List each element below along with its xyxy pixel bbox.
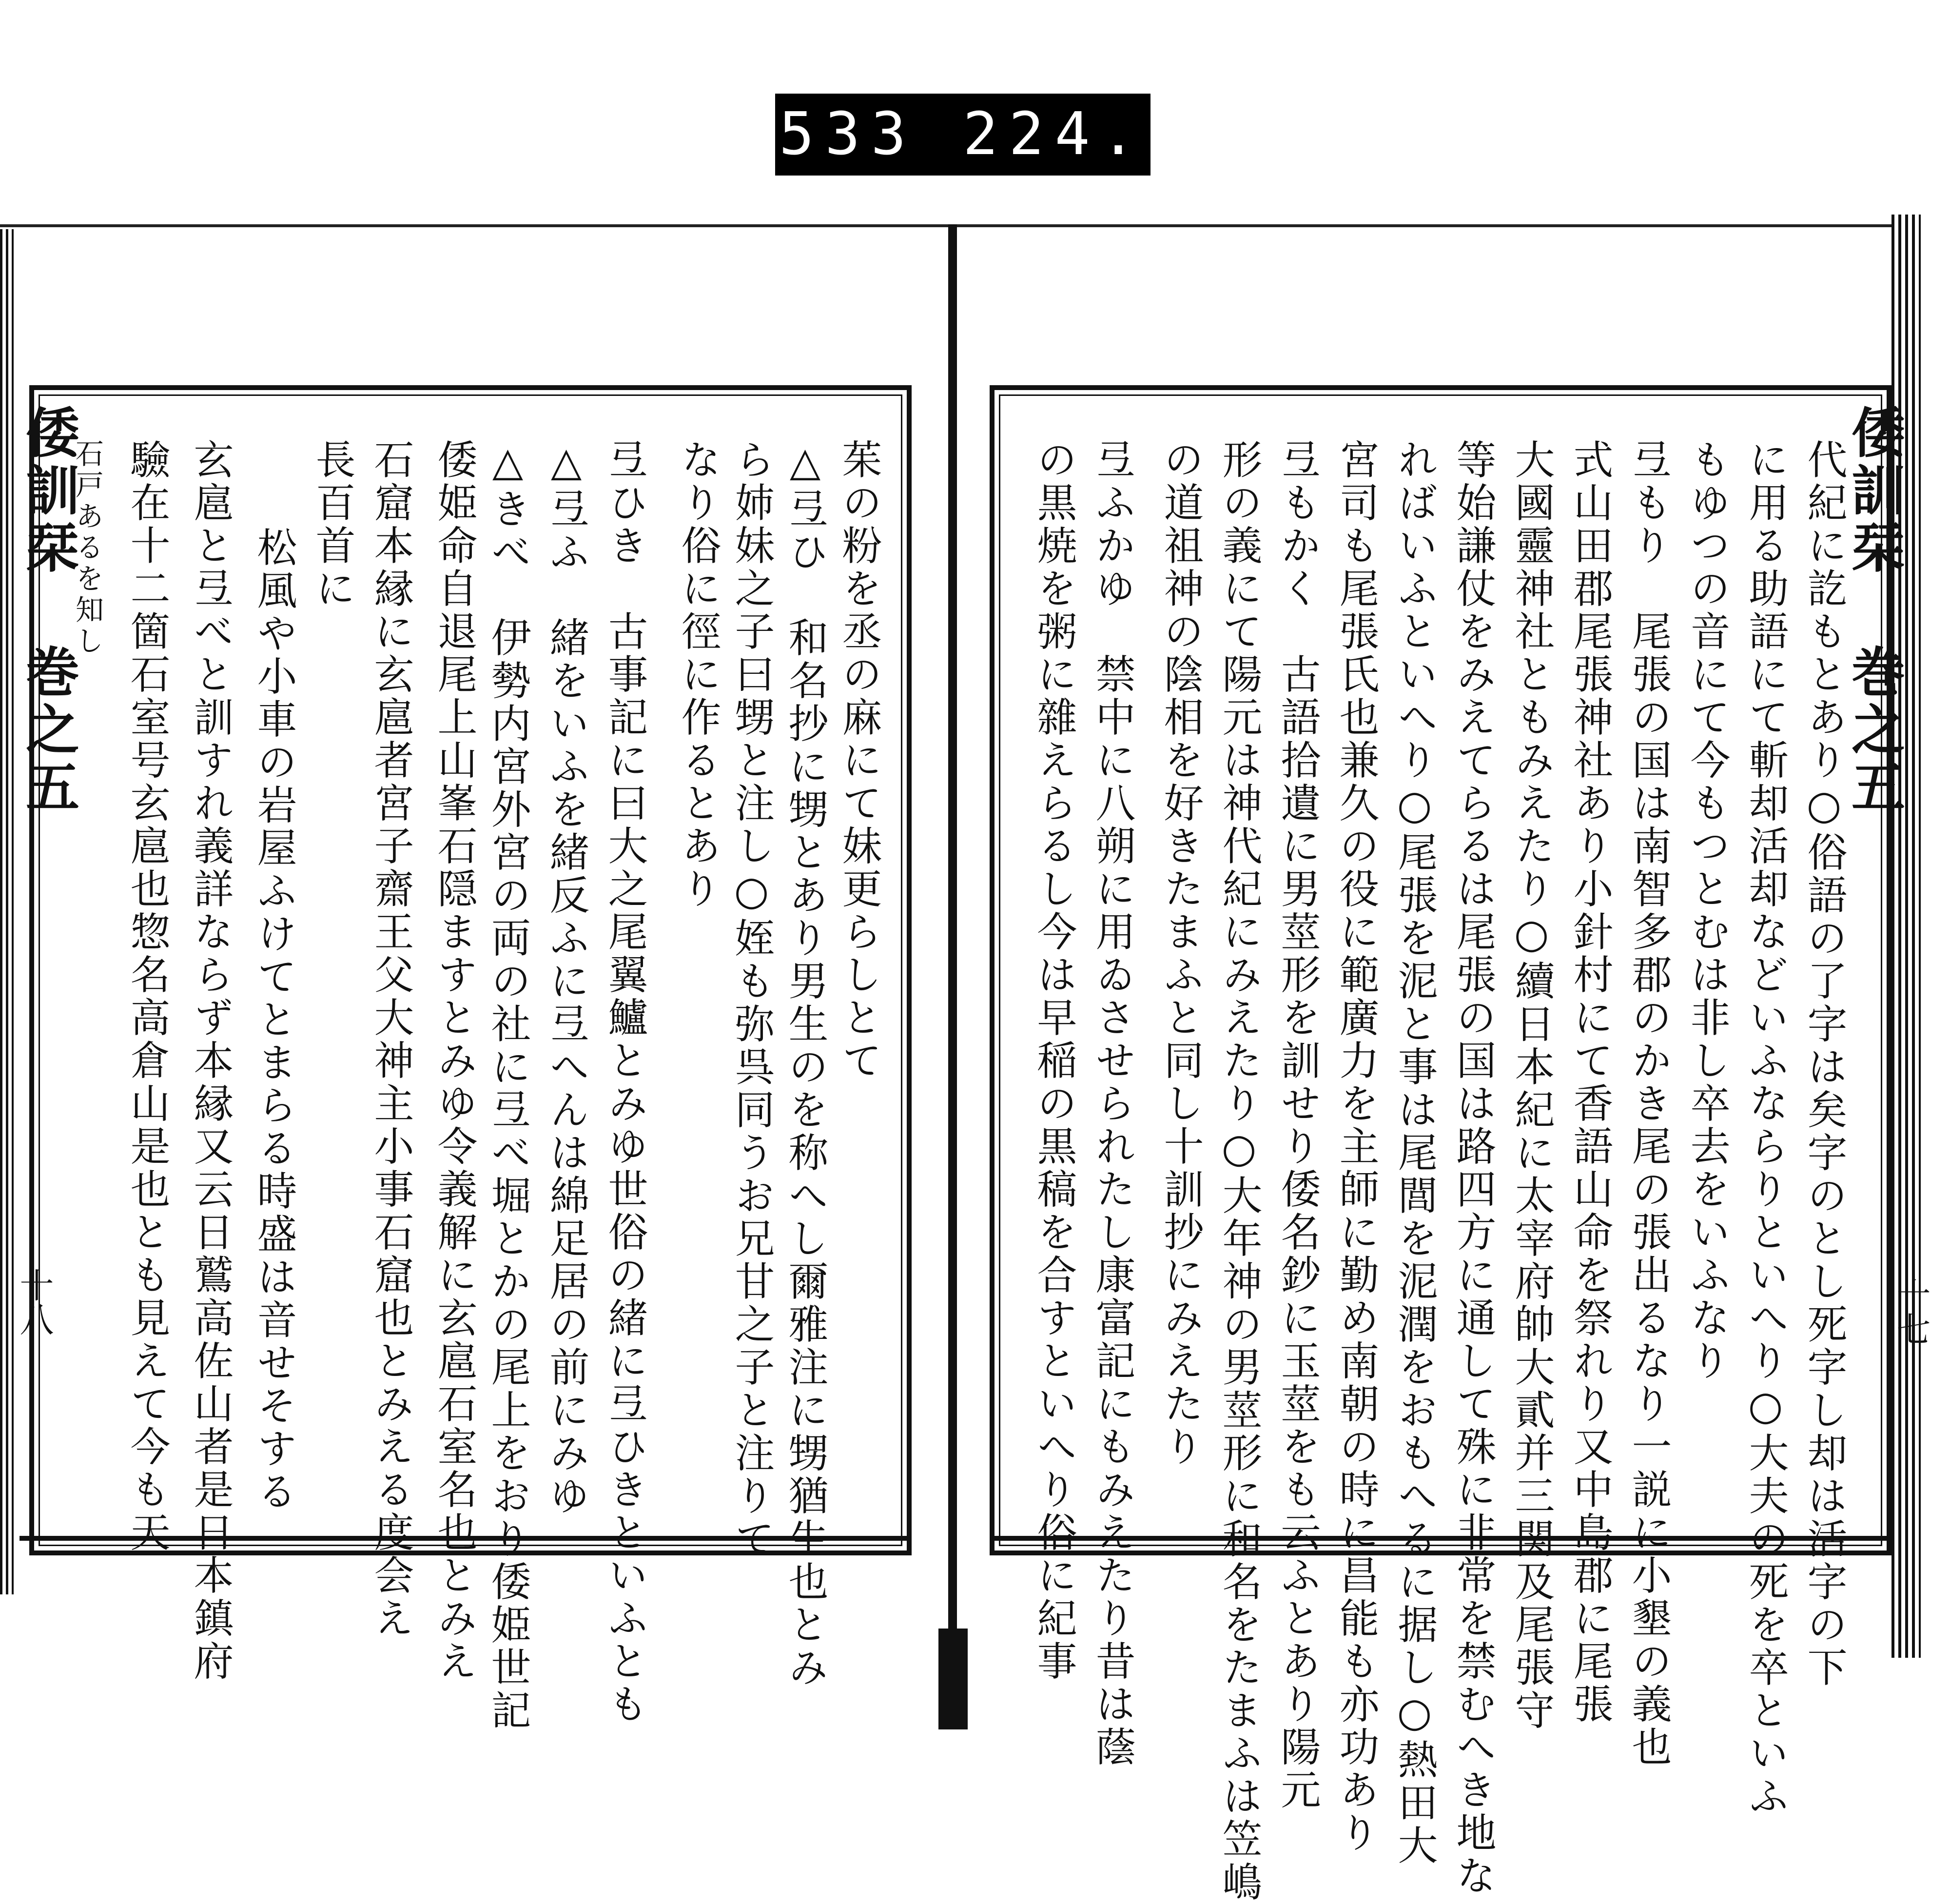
right-col-10: 弖もかく 古語拾遺に男莖形を訓せり倭名鈔に玉莖をも云ふとあり陽元 <box>1274 439 1321 1812</box>
left-col-1: 茱の粉を丞の麻にて妹更らしとて <box>836 439 882 1082</box>
right-col-13: 弖ふかゆ 禁中に八朔に用ゐさせられたし康富記にもみえたり昔は蔭 <box>1089 439 1135 1769</box>
left-folio: 十八 <box>14 1268 54 1336</box>
right-col-12: の道祖神の陰相を好きたまふと同し十訓抄にみえたり <box>1157 439 1204 1469</box>
right-col-4: 弖もり 尾張の国は南智多郡のかき尾の張出るなり一説に小墾の義也 <box>1625 439 1672 1769</box>
left-col-5: 弖ひき 古事記に曰大之尾翼鱸とみゆ世俗の緒に弖ひきといふとも <box>602 439 648 1726</box>
left-col-11: 松風や小車の岩屋ふけてとまらる時盛は音せそする <box>251 527 297 1513</box>
right-col-11: 形の義にて陽元は神代紀にみえたり○大年神の男莖形に和名をたまふは笠嶋 <box>1216 439 1262 1904</box>
right-col-9: 宮司も尾張氏也兼久の役に範廣力を主師に勤め南朝の時に昌能も亦功あり <box>1333 439 1379 1855</box>
right-col-1: 代紀に訖もとあり○俗語の了字は矣字のとし死字し却は活字の下 <box>1801 439 1847 1689</box>
book-spine <box>948 224 957 1729</box>
right-col-2: に用る助語にて斬却活却などいふならりといへり○大夫の死を卒といふ <box>1742 439 1789 1818</box>
right-col-6: 大國靈神社ともみえたり○續日本紀に太宰府帥大貳并三関及尾張守 <box>1508 439 1555 1732</box>
archive-label: 533 224. <box>775 94 1150 176</box>
left-col-2: △弖ひ 和名抄に甥とあり男生のを称へし爾雅注に甥猶生也とみ <box>782 439 828 1689</box>
left-col-4: なり俗に徑に作るとあり <box>675 439 721 911</box>
left-col-9: 石窟本縁に玄扈者宮子齋王父大神主小事石窟也とみえる度会え <box>368 439 414 1640</box>
left-col-6: △弖ふ 緒をいふを緒反ふに弖へんは綿足居の前にみゆ <box>543 439 589 1518</box>
right-col-5: 式山田郡尾張神社あり小針村にて香語山命を祭れり又中島郡に尾張 <box>1567 439 1613 1726</box>
left-side-title: 倭訓栞 巻之五 <box>17 405 80 817</box>
spine-foot <box>938 1629 968 1729</box>
left-col-13: 驗在十二箇石室号玄扈也惣名高倉山是也とも見えて今も天 <box>124 439 170 1554</box>
left-col-8: 倭姫命自退尾上山峯石隠ますとみゆ令義解に玄扈石室名也とみえ <box>431 439 477 1683</box>
left-col-7: △きべ 伊勢内宮外宮の両の社に弖べ堀とかの尾上をおり倭姫世記 <box>485 439 531 1732</box>
left-col-3: ら姉妹之子曰甥と注し○姪も弥呉同うお兄甘之子と注りて <box>728 439 775 1561</box>
right-col-3: もゆつの音にて今もつとむは非し卒去をいふなり <box>1684 439 1730 1383</box>
right-col-14: の黒焼を粥に雜えらるし今は早稲の黒稿を合すといへり俗に紀事 <box>1031 439 1077 1683</box>
right-col-7: 等始謙仗をみえてらるは尾張の国は路四方に通して殊に非常を禁むへき地な <box>1450 439 1496 1898</box>
left-col-14: 石戸あるを知し <box>71 439 104 657</box>
left-col-10: 長百首に <box>309 439 355 610</box>
left-col-12: 玄扈と弖べと訓すれ義詳ならず本縁又云日鷲高佐山者是日本鎮府 <box>187 439 234 1683</box>
right-col-8: ればいふといへり○尾張を泥と事は尾閭を泥潤をおもへるに据し○熱田大 <box>1391 439 1438 1867</box>
right-folio: 十七 <box>1891 1277 1931 1346</box>
right-side-title: 倭訓栞 巻之五 <box>1843 405 1906 817</box>
